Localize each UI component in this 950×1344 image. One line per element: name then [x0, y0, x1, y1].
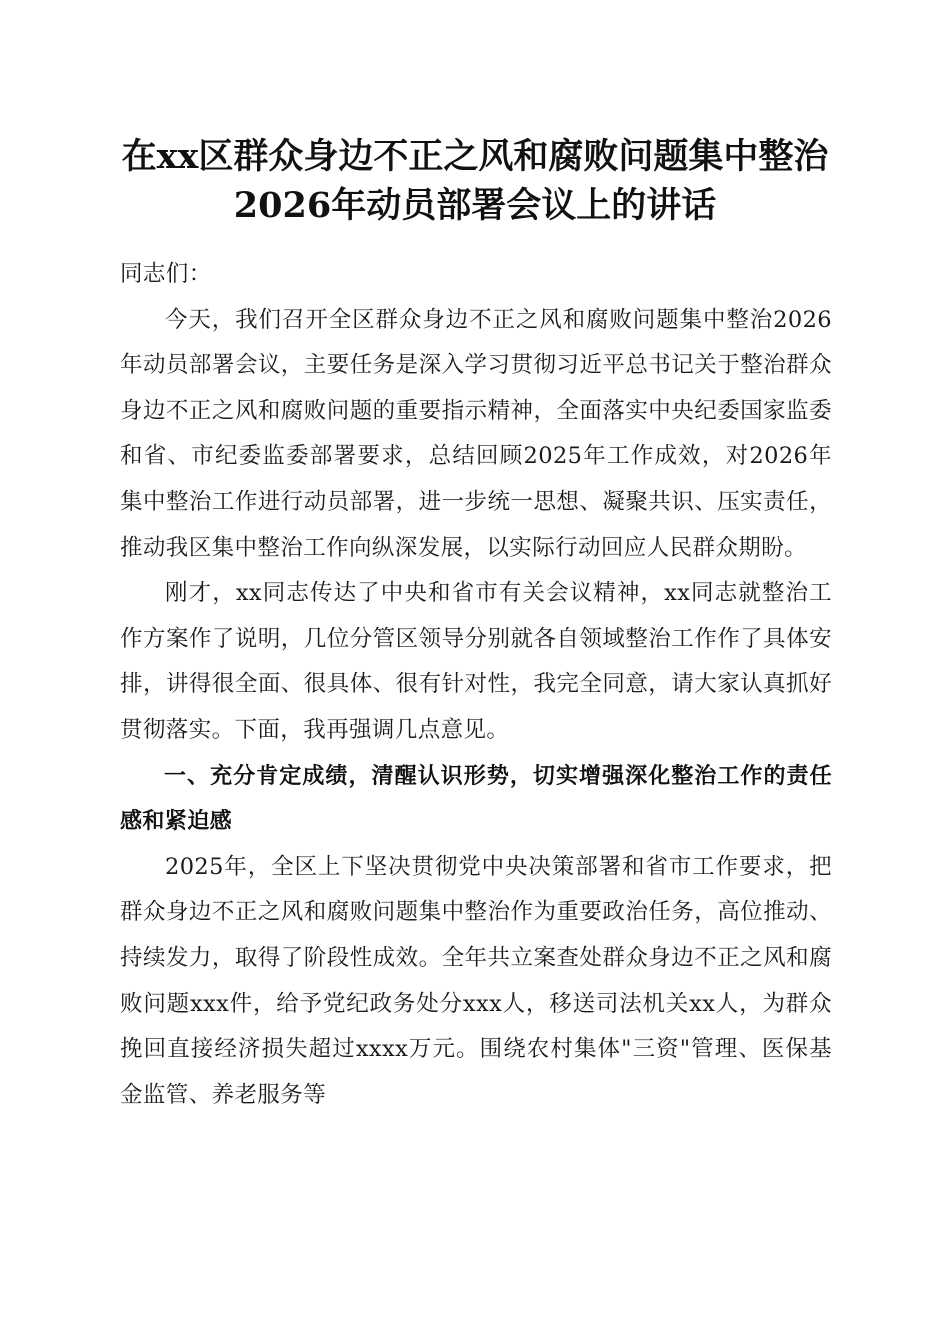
paragraph-achievements: 2025年，全区上下坚决贯彻党中央决策部署和省市工作要求，把群众身边不正之风和腐败问题集中整治作为重要政治任务，高位推动、持续发力，取得了阶段性成效。全年共立案查处群众身边不正之风和腐败问题xxx件，给予党纪政务处分xxx人，移送司法机关xx人，为群众挽回直接经济损失超过xxxx万元。围绕农村集体"三资"管理、医保基金监管、养老服务等: [120, 853, 832, 1108]
section-heading: 一、充分肯定成绩，清醒认识形势，切实增强深化整治工作的责任感和紧迫感: [120, 763, 832, 835]
document-title: 在xx区群众身边不正之风和腐败问题集中整治2026年动员部署会议上的讲话: [121, 136, 829, 226]
paragraph-remarks: 刚才，xx同志传达了中央和省市有关会议精神，xx同志就整治工作方案作了说明，几位分管区领导分别就各自领域整治工作作了具体安排，讲得很全面、很具体、很有针对性，我完全同意，请大家认真抓好贯彻落实。下面，我再强调几点意见。: [120, 580, 832, 743]
salutation: 同志们：: [120, 261, 212, 287]
paragraph-intro: 今天，我们召开全区群众身边不正之风和腐败问题集中整治2026年动员部署会议，主要任务是深入学习贯彻习近平总书记关于整治群众身边不正之风和腐败问题的重要指示精神，全面落实中央纪委国家监委和省、市纪委监委部署要求，总结回顾2025年工作成效，对2026年集中整治工作进行动员部署，进一步统一思想、凝聚共识、压实责任，推动我区集中整治工作向纵深发展，以实际行动回应人民群众期盼。: [120, 306, 832, 561]
document-body: [120, 252, 832, 1118]
